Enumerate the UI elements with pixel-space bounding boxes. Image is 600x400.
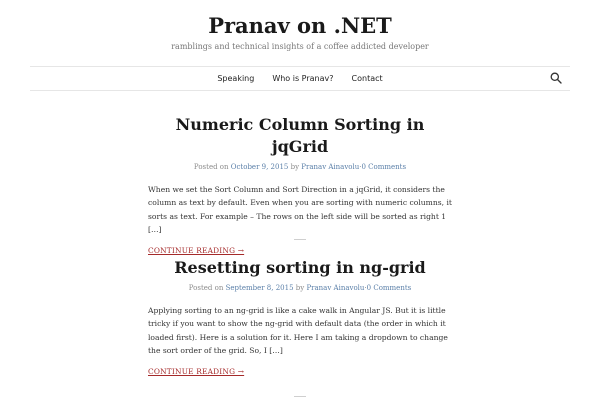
post-comments-link[interactable]: 0 Comments — [361, 163, 407, 171]
continue-reading-link[interactable]: CONTINUE READING → — [148, 366, 245, 376]
site-title[interactable]: Pranav on .NET — [208, 13, 392, 38]
post-meta — [148, 284, 452, 292]
post-author-link[interactable]: Pranav Ainavolu — [306, 284, 365, 292]
site-tagline: ramblings and technical insights of a coffee addicted developer — [171, 42, 429, 51]
site-header — [0, 0, 600, 51]
post-title[interactable]: Resetting sorting in ng-grid — [174, 258, 426, 277]
post-author-link[interactable]: Pranav Ainavolu — [301, 163, 360, 171]
post-separator — [294, 396, 306, 397]
post-date-link[interactable]: September 8, 2015 — [225, 284, 294, 292]
meta-separator: · — [364, 284, 367, 292]
post-title[interactable]: Numeric Column Sorting in jqGrid — [175, 115, 425, 156]
posted-on-label: Posted on — [193, 163, 229, 171]
post-excerpt: When we set the Sort Column and Sort Direction in a jqGrid, it considers the column as text by default. Even when you are sorting with numeric columns, it sorts as text. For example – The rows on the left side will be sorted as right 1 […] — [148, 185, 452, 235]
nav-item-speaking[interactable]: Speaking — [217, 74, 255, 83]
nav-item-contact[interactable]: Contact — [351, 74, 383, 83]
continue-reading-link[interactable]: CONTINUE READING → — [148, 245, 245, 255]
post-meta — [148, 163, 452, 171]
post-article — [148, 114, 452, 257]
post-separator — [294, 239, 306, 240]
post-comments-link[interactable]: 0 Comments — [366, 284, 412, 292]
post-excerpt: Applying sorting to an ng-grid is like a cake walk in Angular JS. But it is little tricky if you want to show the ng-grid with default data (the order in which it loaded first). Here is a solution for it. Here I am taking a dropdown to change the sort order of the grid. So, I […] — [148, 306, 448, 356]
post-date-link[interactable]: October 9, 2015 — [230, 163, 289, 171]
search-icon[interactable] — [550, 72, 562, 84]
posted-on-label: Posted on — [188, 284, 224, 292]
by-label: by — [290, 163, 300, 171]
by-label: by — [295, 284, 305, 292]
meta-separator: · — [359, 163, 362, 171]
nav-item-who-is-pranav[interactable]: Who is Pranav? — [272, 74, 334, 83]
nav-items — [30, 67, 570, 90]
main-navigation — [30, 66, 570, 91]
post-article — [148, 257, 452, 378]
